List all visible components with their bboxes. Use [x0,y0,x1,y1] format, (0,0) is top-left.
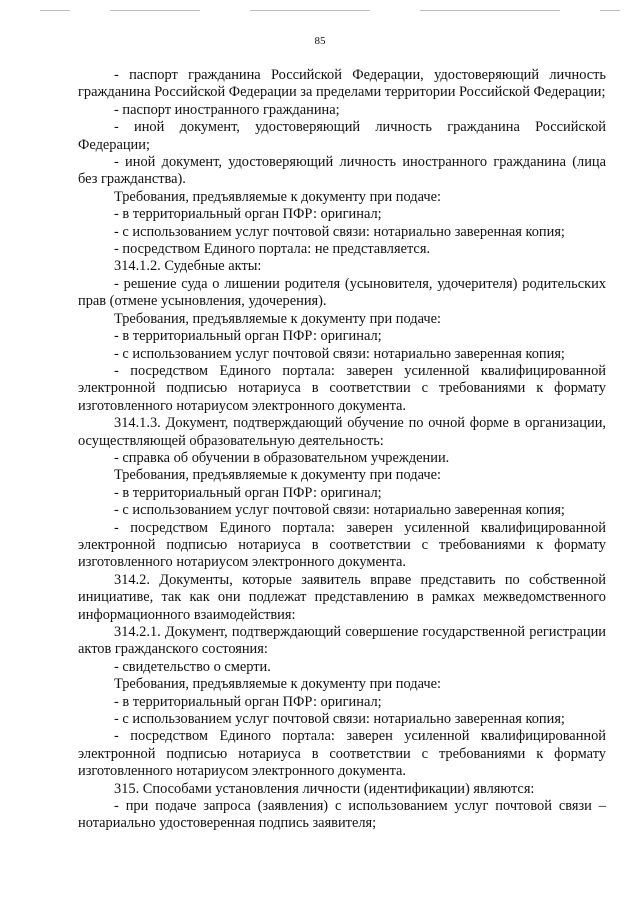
paragraph: - в территориальный орган ПФР: оригинал; [114,328,382,345]
paragraph: 314.1.3. Документ, подтверждающий обучение по очной форме в организации, осуществляющей образовательную деятельность: [78,415,606,449]
paragraph: - решение суда о лишении родителя (усыновителя, удочерителя) родительских прав (отмене усыновления, удочерения). [78,275,606,310]
paragraph: - иной документ, удостоверяющий личность иностранного гражданина (лица без гражданства). [78,154,606,188]
paragraph: 314.1.2. Судебные акты: [114,258,262,275]
paragraph: - посредством Единого портала: заверен усиленной квалифицированной электронной подписью нотариуса в соответствии с требованиями к формату изготовленного нотариусом электронного документа. [78,519,606,571]
document-body [78,67,606,833]
paragraph: - посредством Единого портала: заверен усиленной квалифицированной электронной подписью нотариуса в соответствии с требованиями к формату изготовленного нотариусом электронного документа. [78,728,606,780]
paragraph: - в территориальный орган ПФР: оригинал; [114,484,382,501]
paragraph: - паспорт гражданина Российской Федерации, удостоверяющий личность гражданина Российской Федерации за пределами территории Российской Федерации; [78,67,606,101]
paragraph: - с использованием услуг почтовой связи: нотариально заверенная копия; [114,502,565,519]
scan-edge-mark [250,10,370,11]
paragraph: - в территориальный орган ПФР: оригинал; [114,693,382,710]
paragraph: 314.2.1. Документ, подтверждающий совершение государственной регистрации актов гражданского состояния: [78,624,606,658]
scan-edge-mark [420,10,560,11]
page-number: 85 [314,35,326,47]
paragraph: - паспорт иностранного гражданина; [114,101,340,118]
paragraph: Требования, предъявляемые к документу при подаче: [114,188,441,205]
paragraph: - посредством Единого портала: не представляется. [114,241,431,258]
paragraph: - справка об обучении в образовательном учреждении. [114,449,450,466]
paragraph: - с использованием услуг почтовой связи: нотариально заверенная копия; [114,223,565,240]
paragraph: Требования, предъявляемые к документу при подаче: [114,676,441,693]
paragraph: Требования, предъявляемые к документу при подаче: [114,467,441,484]
paragraph: - при подаче запроса (заявления) с использованием услуг почтовой связи – нотариально удостоверенная подпись заявителя; [78,798,606,832]
scan-edge-mark [600,10,620,11]
paragraph: - посредством Единого портала: заверен усиленной квалифицированной электронной подписью нотариуса в соответствии с требованиями к формату изготовленного нотариусом электронного документа. [78,362,606,414]
paragraph: - свидетельство о смерти. [114,658,271,675]
paragraph: 314.2. Документы, которые заявитель вправе представить по собственной инициативе, так как они подлежат представлению в рамках межведомственного информационного взаимодействия: [78,571,606,623]
paragraph: - с использованием услуг почтовой связи: нотариально заверенная копия; [114,345,565,362]
paragraph: - в территориальный орган ПФР: оригинал; [114,206,382,223]
paragraph: Требования, предъявляемые к документу при подаче: [114,310,441,327]
scan-edge-mark [110,10,200,11]
scan-edge-mark [40,10,70,11]
paragraph: 315. Способами установления личности (идентификации) являются: [114,780,535,797]
paragraph: - с использованием услуг почтовой связи: нотариально заверенная копия; [114,711,565,728]
paragraph: - иной документ, удостоверяющий личность гражданина Российской Федерации; [78,119,606,153]
